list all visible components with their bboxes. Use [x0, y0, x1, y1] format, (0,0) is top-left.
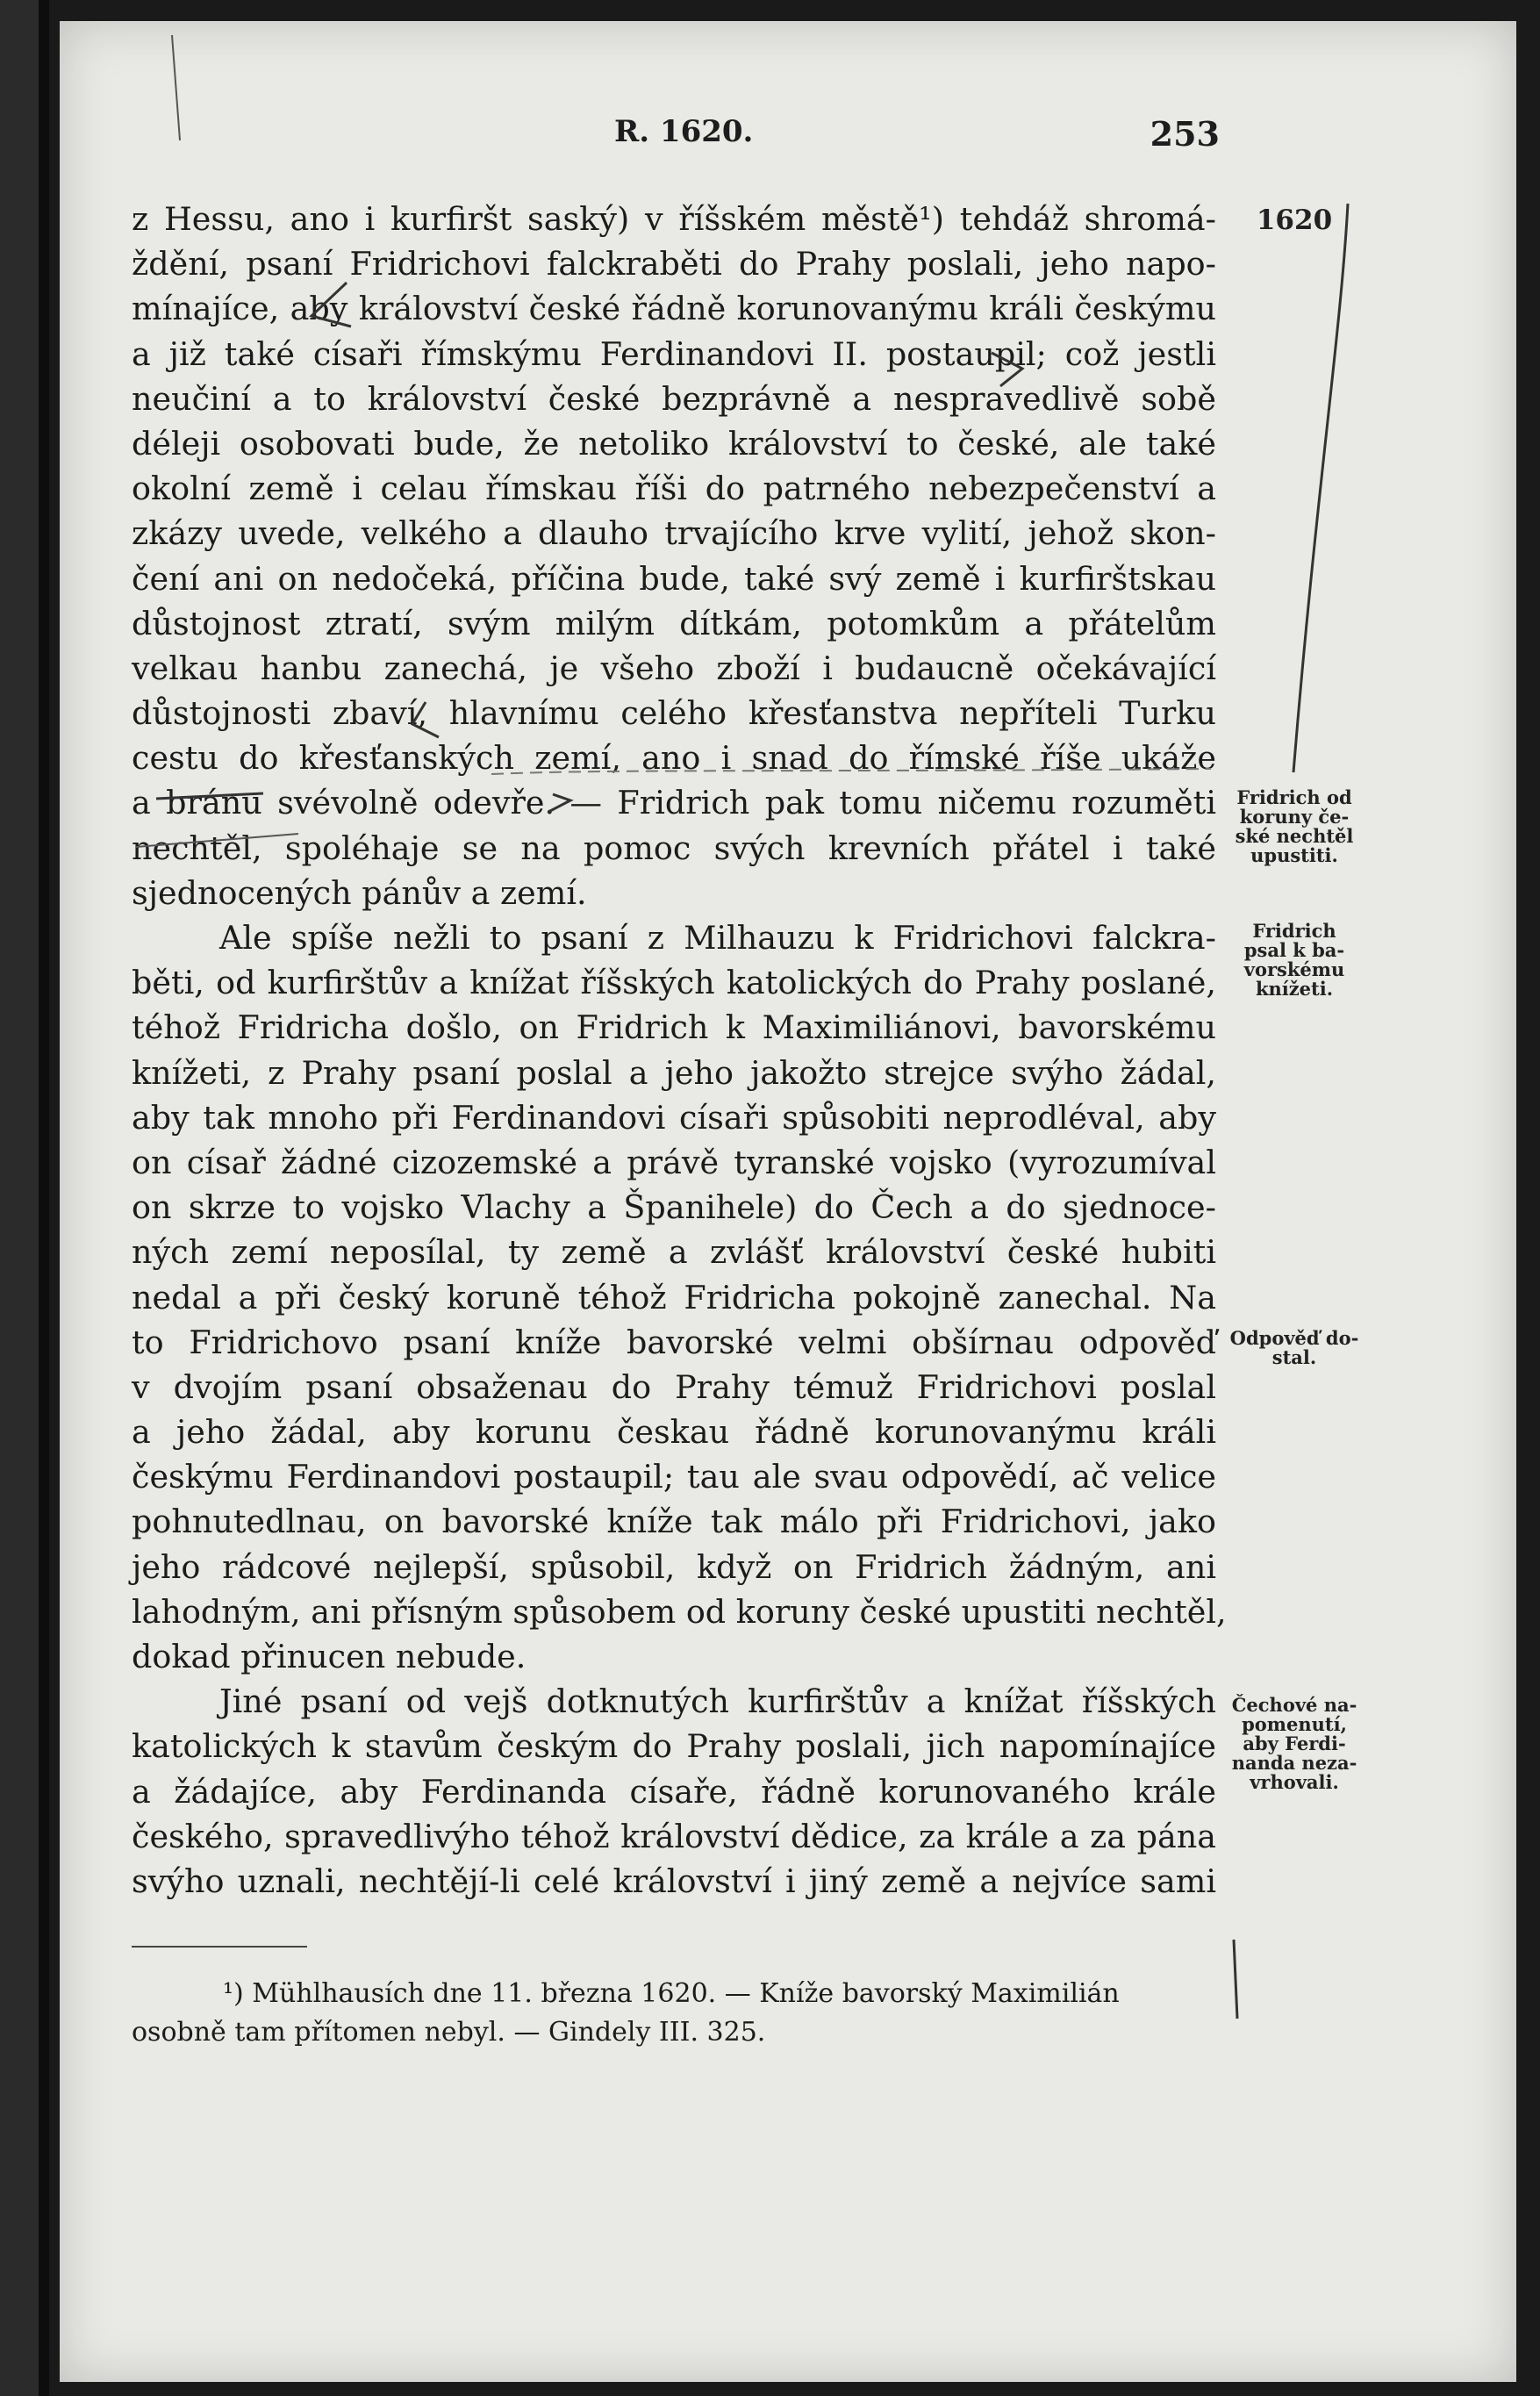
margin-note-4 [1220, 1696, 1369, 1792]
text-line: aby tak mnoho při Ferdinandovi císaři spůsobiti neprodléval, aby [132, 1098, 1216, 1137]
margin-notes [1220, 0, 1369, 2396]
page-number: 253 [1150, 114, 1220, 154]
text-line: a jeho žádal, aby korunu českau řádně korunovanýmu králi [132, 1413, 1216, 1452]
margin-note-line: Fridrich od [1236, 786, 1352, 808]
text-line: zkázy uvede, velkého a dlauho trvajícího krve vylití, jehož skon- [132, 514, 1216, 553]
margin-note-line: aby Ferdi- [1243, 1732, 1346, 1754]
body-text [132, 197, 1227, 1904]
margin-note-line: Fridrich [1252, 920, 1336, 942]
text-line: pohnutedlnau, on bavorské kníže tak málo při Fridrichovi, jako [132, 1503, 1216, 1541]
text-line: on skrze to vojsko Vlachy a Španihele) do Čech a do sjednoce- [132, 1188, 1216, 1227]
margin-note-line: upustiti. [1250, 844, 1338, 866]
running-header [132, 114, 1220, 158]
text-line: čení ani on nedočeká, příčina bude, také svý země i kurfirštskau [132, 559, 1216, 598]
text-line: nedal a při český koruně téhož Fridricha pokojně zanechal. Na [132, 1278, 1216, 1316]
margin-note-line: vorskému [1243, 958, 1345, 980]
text-line: důstojnosti zbaví, hlavnímu celého křesťanstva nepříteli Turku [132, 694, 1216, 733]
text-line: a již také císaři římskýmu Ferdinandovi II. postaupil; což jestli [132, 334, 1216, 373]
margin-note-line: Odpověď do- [1229, 1327, 1359, 1349]
text-line: okolní země i celau římskau říši do patrného nebezpečenství a [132, 470, 1216, 508]
text-line: českého, spravedlivýho téhož království dědice, za krále a za pána [132, 1817, 1216, 1855]
text-line: déleji osobovati bude, že netoliko království to české, ale také [132, 424, 1216, 463]
margin-note-2 [1220, 922, 1369, 999]
margin-note-line: psal k ba- [1243, 939, 1345, 961]
text-line: velkau hanbu zanechá, je všeho zboží i budaucně očekávající [132, 649, 1216, 687]
margin-note-line: vrhovali. [1250, 1771, 1339, 1793]
text-line: Jiné psaní od vejš dotknutých kurfirštův a knížat říšských [219, 1682, 1216, 1721]
text-line: z Hessu, ano i kurfiršt saský) v říšském městě¹) tehdáž shromá- [132, 200, 1216, 238]
text-line: důstojnost ztratí, svým milým dítkám, potomkům a přátelům [132, 604, 1216, 642]
margin-note-line: knížeti. [1255, 978, 1334, 1000]
text-line: cestu do křesťanských zemí, ano i snad do římské říše ukáže [132, 739, 1216, 778]
margin-note-3 [1220, 1329, 1369, 1367]
footnote-rule [132, 1946, 307, 1948]
text-line: běti, od kurfirštův a knížat říšských katolických do Prahy poslané, [132, 964, 1216, 1002]
footnote-line: osobně tam přítomen nebyl. — Gindely III. 325. [132, 2017, 766, 2048]
text-line: svýho uznali, nechtějí-li celé království i jiný země a nejvíce sami [132, 1862, 1216, 1900]
margin-note-1 [1220, 788, 1369, 865]
footnote-line: ¹) Mühlhausích dne 11. března 1620. — Kníže bavorský Maximilián [223, 1978, 1120, 2009]
text-line: a žádajíce, aby Ferdinanda císaře, řádně korunovaného krále [132, 1772, 1216, 1811]
footnote [132, 1975, 1216, 2052]
text-line: a bránu svévolně odevře. — Fridrich pak tomu ničemu rozuměti [132, 784, 1216, 822]
text-line: jeho rádcové nejlepší, spůsobil, když on Fridrich žádným, ani [132, 1547, 1216, 1586]
text-line: on císař žádné cizozemské a právě tyranské vojsko (vyrozumíval [132, 1143, 1216, 1181]
margin-note-line: stal. [1271, 1346, 1317, 1368]
text-line: v dvojím psaní obsaženau do Prahy témuž Fridrichovi poslal [132, 1367, 1216, 1406]
text-line: to Fridrichovo psaní kníže bavorské velmi obšírnau odpověď [132, 1323, 1216, 1361]
text-line: Ale spíše nežli to psaní z Milhauzu k Fridrichovi falckra- [219, 919, 1216, 957]
text-line: téhož Fridricha došlo, on Fridrich k Maximiliánovi, bavorskému [132, 1008, 1216, 1047]
text-line: katolických k stavům českým do Prahy poslali, jich napomínajíce [132, 1727, 1216, 1766]
text-line: dokad přinucen nebude. [132, 1638, 526, 1675]
margin-note-line: pomenutí, [1242, 1713, 1347, 1735]
margin-note-line: nanda neza- [1231, 1752, 1357, 1774]
page-left-edge [39, 0, 49, 2396]
margin-note-line: Čechové na- [1231, 1694, 1357, 1716]
text-line: sjednocených pánův a zemí. [132, 873, 587, 912]
text-line: ných zemí neposílal, ty země a zvlášť království české hubiti [132, 1233, 1216, 1272]
text-line: mínajíce, aby království české řádně korunovanýmu králi českýmu [132, 290, 1216, 328]
margin-note-line: koruny če- [1239, 806, 1350, 828]
text-line: českýmu Ferdinandovi postaupil; tau ale svau odpovědí, ač velice [132, 1458, 1216, 1496]
chapter-year: R. 1620. [614, 114, 754, 149]
text-line: neučiní a to království české bezprávně a nespravedlivě sobě [132, 379, 1216, 418]
margin-year: 1620 [1256, 204, 1333, 236]
text-line: ždění, psaní Fridrichovi falckraběti do Prahy poslali, jeho napo- [132, 245, 1216, 283]
text-line: nechtěl, spoléhaje se na pomoc svých krevních přátel i také [132, 829, 1216, 867]
margin-note-line: ské nechtěl [1235, 825, 1354, 847]
text-line: knížeti, z Prahy psaní poslal a jeho jakožto strejce svýho žádal, [132, 1053, 1216, 1092]
text-line: lahodným, ani přísným spůsobem od koruny české upustiti nechtěl, [132, 1592, 1227, 1631]
